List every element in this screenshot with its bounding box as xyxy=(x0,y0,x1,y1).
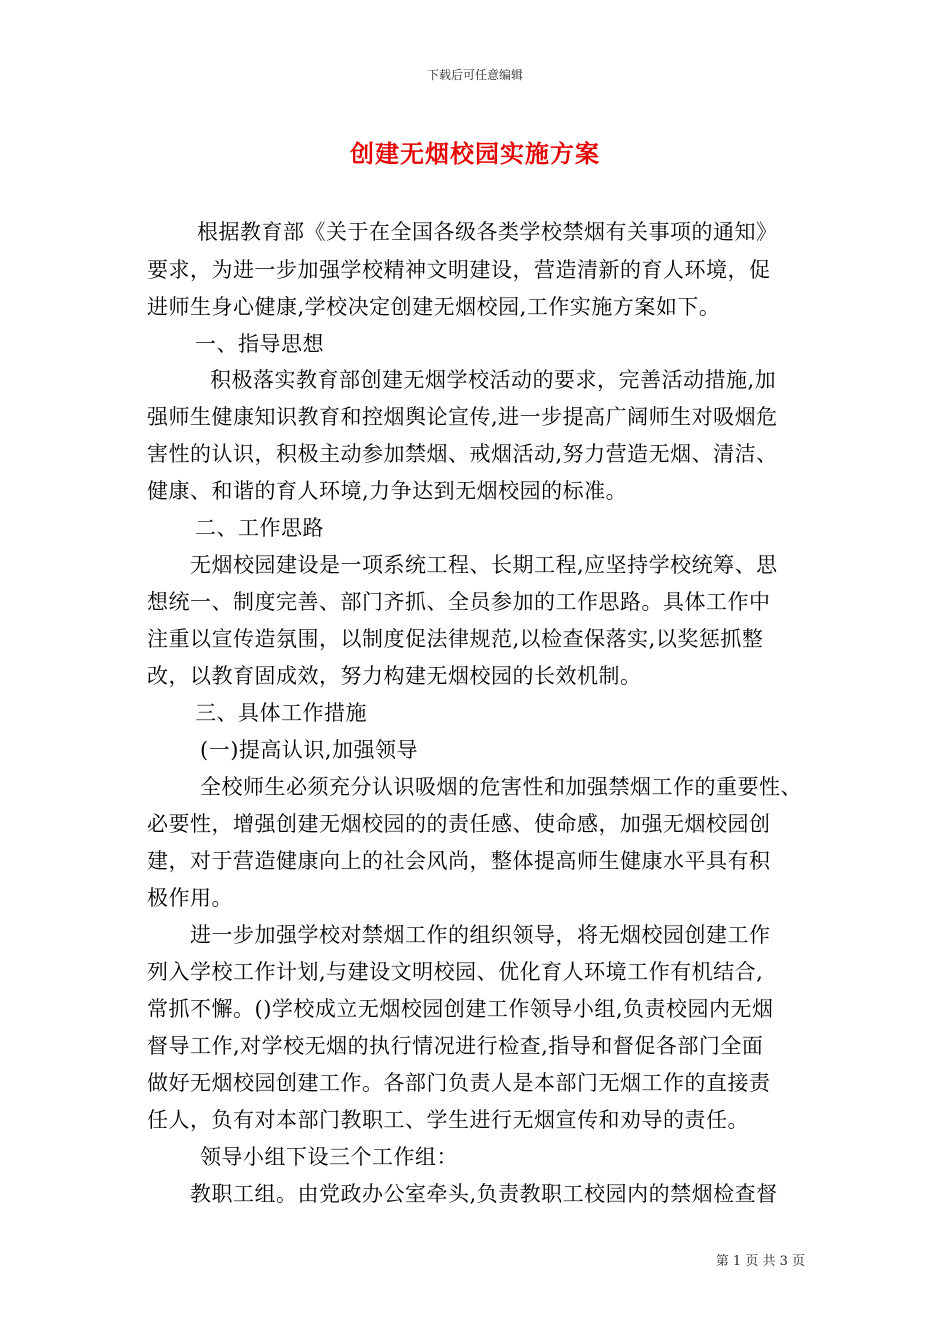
paragraph-line: 注重以宣传造氛围，以制度促法律规范,以检查保落实,以奖惩抓整 xyxy=(147,627,764,651)
paragraph-line: 领导小组下设三个工作组： xyxy=(200,1145,458,1169)
paragraph-line: 积极落实教育部创建无烟学校活动的要求，完善活动措施,加 xyxy=(210,368,777,392)
paragraph-line: 做好无烟校园创建工作。各部门负责人是本部门无烟工作的直接责 xyxy=(147,1071,771,1095)
section-heading: 一、指导思想 xyxy=(195,332,324,356)
paragraph-line: 想统一、制度完善、部门齐抓、全员参加的工作思路。具体工作中 xyxy=(147,590,771,614)
document-title: 创建无烟校园实施方案 xyxy=(350,139,600,168)
paragraph-line: 建，对于营造健康向上的社会风尚，整体提高师生健康水平具有积 xyxy=(147,849,771,873)
paragraph-line: 督导工作,对学校无烟的执行情况进行检查,指导和督促各部门全面 xyxy=(147,1034,764,1058)
paragraph-line: 改，以教育固成效，努力构建无烟校园的长效机制。 xyxy=(147,664,642,688)
paragraph-line: 健康、和谐的育人环境,力争达到无烟校园的标准。 xyxy=(147,479,628,503)
paragraph-line: 常抓不懈。()学校成立无烟校园创建工作领导小组,负责校园内无烟 xyxy=(147,997,774,1021)
paragraph-line: 必要性，增强创建无烟校园的的责任感、使命感，加强无烟校园创 xyxy=(147,812,771,836)
section-heading: 二、工作思路 xyxy=(195,516,324,540)
paragraph-line: 全校师生必须充分认识吸烟的危害性和加强禁烟工作的重要性、 xyxy=(200,775,802,799)
paragraph-line: 要求，为进一步加强学校精神文明建设，营造清新的育人环境，促 xyxy=(147,258,771,282)
paragraph-line: 强师生健康知识教育和控烟舆论宣传,进一步提高广阔师生对吸烟危 xyxy=(147,405,778,429)
paragraph-line: 教职工组。由党政办公室牵头,负责教职工校园内的禁烟检查督 xyxy=(190,1182,778,1206)
header-note: 下载后可任意编辑 xyxy=(426,68,523,82)
paragraph-line: 进一步加强学校对禁烟工作的组织领导，将无烟校园创建工作 xyxy=(190,923,771,947)
paragraph-line: 列入学校工作计划,与建设文明校园、优化育人环境工作有机结合, xyxy=(147,960,764,984)
paragraph-line: 进师生身心健康,学校决定创建无烟校园,工作实施方案如下。 xyxy=(147,295,721,319)
paragraph-line: 根据教育部《关于在全国各级各类学校禁烟有关事项的通知》 xyxy=(197,220,778,244)
paragraph-line: 无烟校园建设是一项系统工程、长期工程,应坚持学校统筹、思 xyxy=(190,553,778,577)
section-heading: 三、具体工作措施 xyxy=(195,701,367,725)
page-number: 第 1 页 共 3 页 xyxy=(715,1254,805,1269)
paragraph-line: 极作用。 xyxy=(147,886,233,910)
paragraph-line: 任人，负有对本部门教职工、学生进行无烟宣传和劝导的责任。 xyxy=(147,1108,749,1132)
paragraph-line: 害性的认识，积极主动参加禁烟、戒烟活动,努力营造无烟、清洁、 xyxy=(147,442,778,466)
subsection-heading: (一)提高认识,加强领导 xyxy=(200,738,419,762)
